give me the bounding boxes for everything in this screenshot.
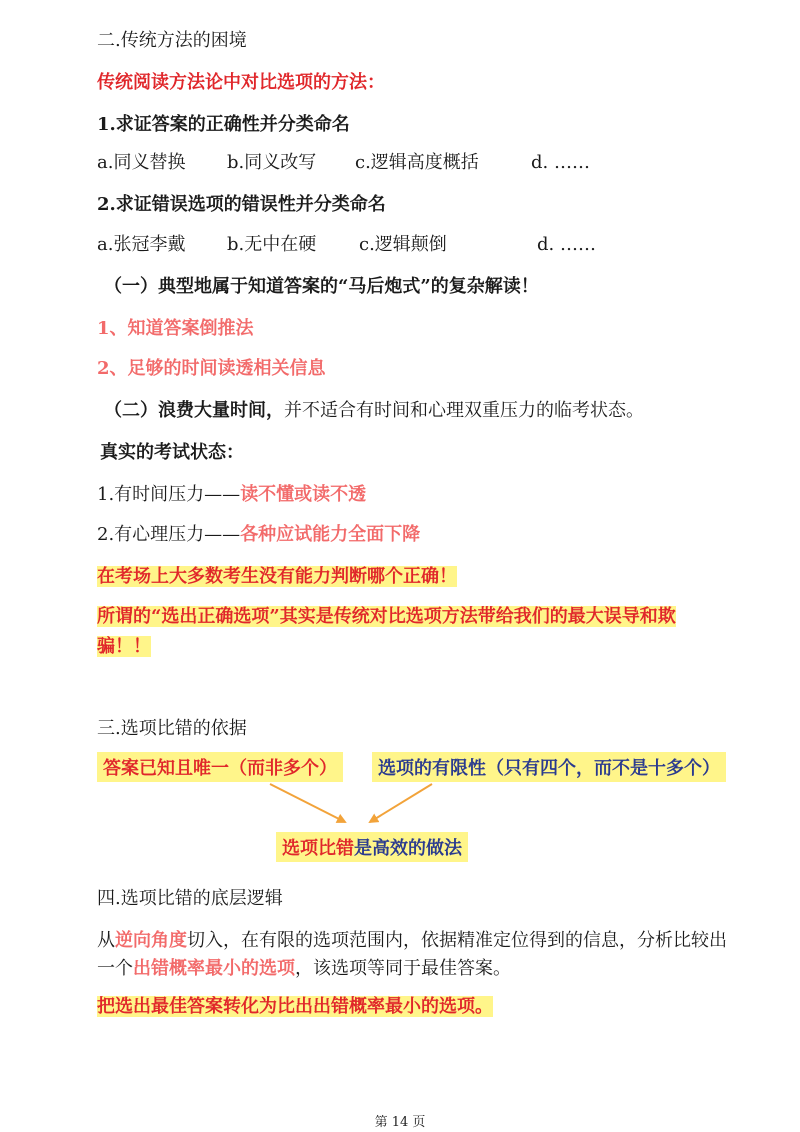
section-2-red-title: 传统阅读方法论中对比选项的方法： [97,72,385,93]
arrow-right [370,784,432,822]
section-4-paragraph-line-2 [97,956,511,982]
warning-2-line-2-text: 骗！！ [97,636,151,657]
point-2-prefix: （二） [104,400,158,421]
para-text: ，该选项等同于最佳答案。 [295,958,511,979]
item-2-option-a: a.张冠李戴 [97,234,186,255]
section-4-conclusion-text: 把选出最佳答案转化为比出出错概率最小的选项。 [97,996,493,1017]
warning-2-line-1-text: 所谓的“选出正确选项”其实是传统对比选项方法带给我们的最大误导和欺 [97,606,676,627]
item-1-option-d: d. …… [531,152,590,173]
point-1-prefix: （一）典型地属于 [104,276,248,297]
point-2-rest: 并不适合有时间和心理双重压力的临考状态。 [284,400,644,421]
para-highlight-min-error: 出错概率最小的选项 [133,958,295,979]
section-3-heading: 三.选项比错的依据 [97,718,247,739]
item-2-title: 2.求证错误选项的错误性并分类命名 [97,194,386,215]
sub-point-1: 1、知道答案倒推法 [97,318,254,339]
item-1-option-c: c.逻辑高度概括 [355,152,479,173]
state-2-prefix: 2.有心理压力—— [97,524,241,545]
para-highlight-reverse-angle: 逆向角度 [115,930,187,951]
item-1-title: 1.求证答案的正确性并分类命名 [97,114,350,135]
section-4-heading: 四.选项比错的底层逻辑 [97,888,283,909]
sub-point-2: 2、足够的时间读透相关信息 [97,358,326,379]
item-1-option-a: a.同义替换 [97,152,186,173]
basis-box-left: 答案已知且唯一（而非多个） [97,752,343,782]
section-2-heading: 二.传统方法的困境 [97,30,247,51]
para-text: 一个 [97,958,133,979]
item-2-option-c: c.逻辑颠倒 [359,234,447,255]
item-2-option-d: d. …… [537,234,596,255]
arrow-left [270,784,345,822]
basis-box-center-blue: 是高效的做法 [354,838,462,859]
item-1-option-b: b.同义改写 [227,152,317,173]
basis-box-center-red: 选项比错 [282,838,354,859]
warning-1-text: 在考场上大多数考生没有能力判断哪个正确！ [97,566,457,587]
basis-box-right: 选项的有限性（只有四个，而不是十多个） [372,752,726,782]
section-4-paragraph-line-1 [97,928,727,954]
para-text: 切入，在有限的选项范围内，依据精准定位得到的信息，分析比较出 [187,930,727,951]
state-1-prefix: 1.有时间压力—— [97,484,241,505]
section-4-conclusion [97,994,493,1020]
para-text: 从 [97,930,115,951]
point-2-bold: 浪费大量时间， [158,400,284,421]
point-1-rest: 知道答案的“马后炮式”的复杂解读！ [248,276,539,297]
state-1-highlight: 读不懂或读不透 [240,484,367,505]
real-state-title: 真实的考试状态： [100,442,244,463]
item-2-option-b: b.无中在硬 [227,234,317,255]
page-number: 第 14 页 [374,1115,426,1130]
basis-box-center [276,832,468,862]
state-2-highlight: 各种应试能力全面下降 [240,524,421,545]
